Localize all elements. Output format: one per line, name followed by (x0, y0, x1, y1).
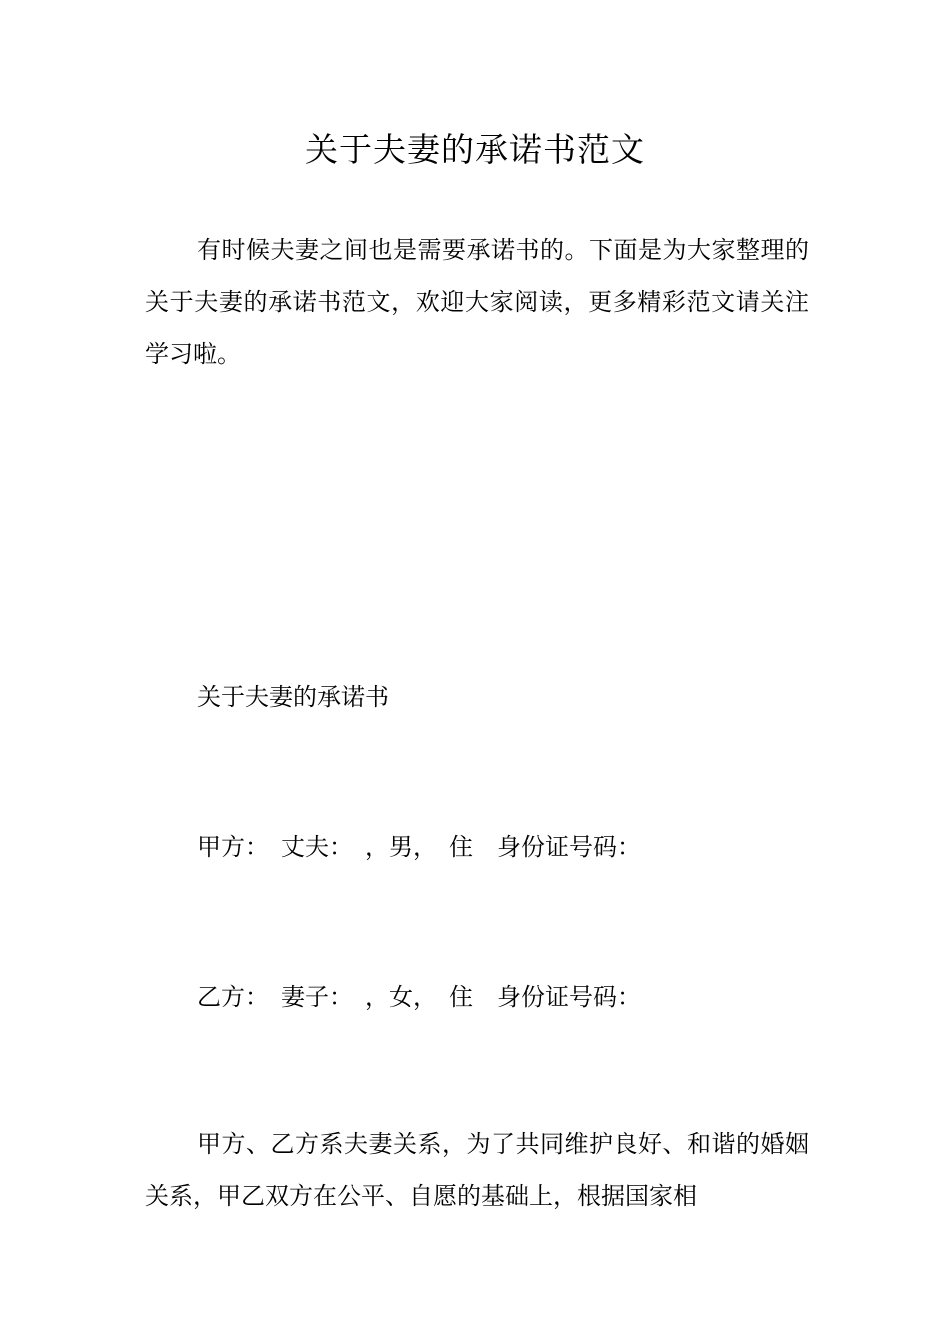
document-title: 关于夫妻的承诺书范文 (305, 130, 645, 169)
intro-paragraph: 有时候夫妻之间也是需要承诺书的。下面是为大家整理的关于夫妻的承诺书范文，欢迎大家阅读，更多精彩范文请关注学习啦。 (145, 236, 809, 368)
body-paragraph: 甲方、乙方系夫妻关系，为了共同维护良好、和谐的婚姻关系，甲乙双方在公平、自愿的基础上，根据国家相 (145, 1130, 809, 1210)
party-b-line: 乙方： 妻子： ，女， 住 身份证号码： (197, 983, 641, 1011)
section-heading: 关于夫妻的承诺书 (197, 683, 389, 711)
party-a-line: 甲方： 丈夫： ，男， 住 身份证号码： (197, 833, 641, 861)
